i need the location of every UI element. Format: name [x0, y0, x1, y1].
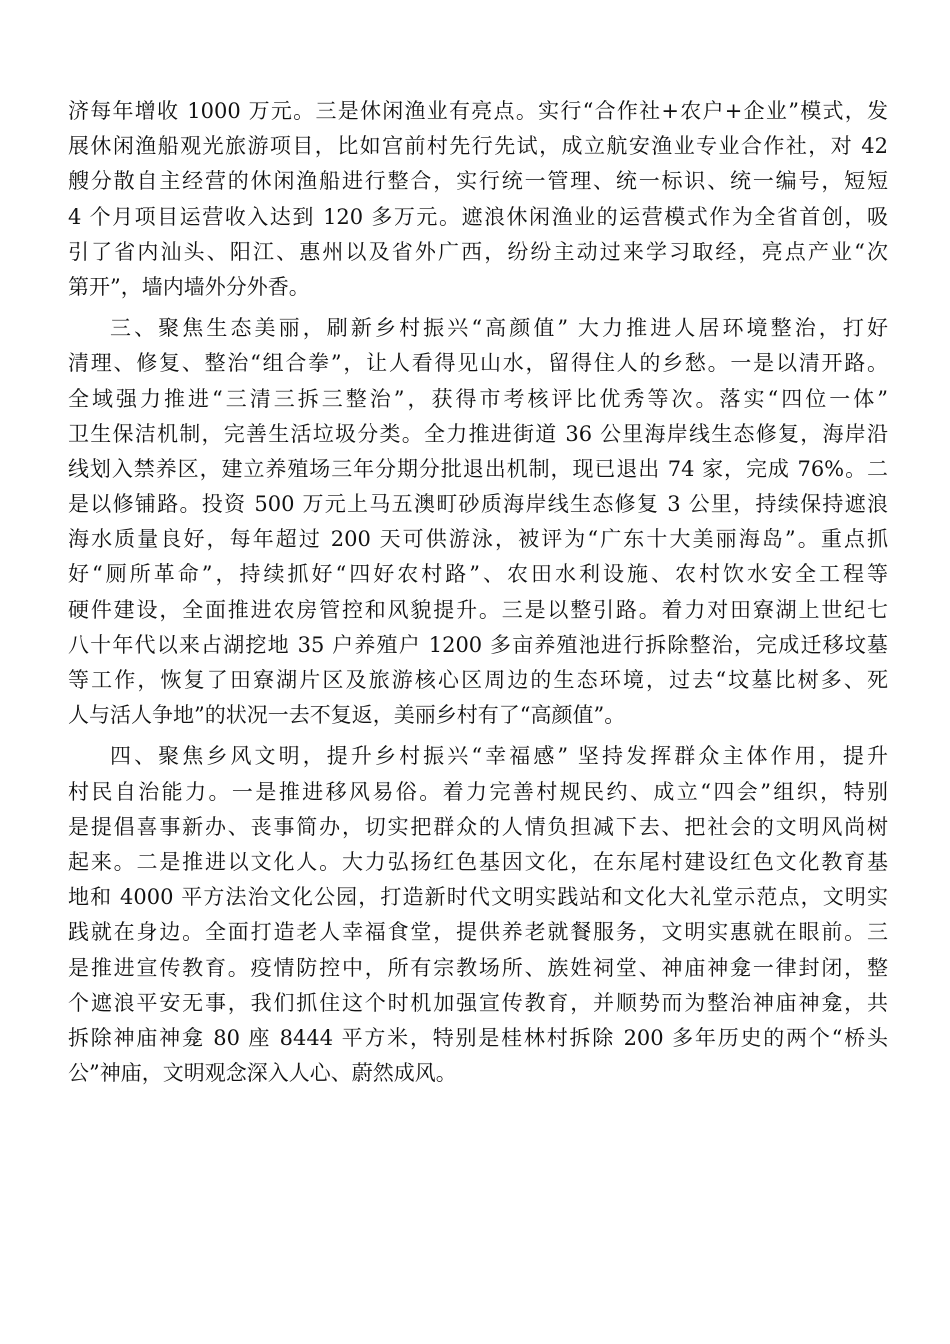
paragraph-fishery-continued — [68, 94, 888, 305]
text-line: 是提倡喜事新办、丧事简办，切实把群众的人情负担减下去、把社会的文明风尚树 — [68, 814, 888, 839]
text-line: 全域强力推进“三清三拆三整治”，获得市考核评比优秀等次。落实“四位一体” — [68, 386, 888, 411]
text-line: 4 个月项目运营收入达到 120 多万元。遮浪休闲渔业的运营模式作为全省首创，吸 — [68, 204, 888, 229]
text-line: 拆除神庙神龛 80 座 8444 平方米，特别是桂林村拆除 200 多年历史的两个“桥头 — [68, 1025, 888, 1050]
text-line: 地和 4000 平方法治文化公园，打造新时代文明实践站和文化大礼堂示范点，文明实 — [68, 885, 888, 910]
text-line: 艘分散自主经营的休闲渔船进行整合，实行统一管理、统一标识、统一编号，短短 — [68, 169, 888, 194]
text-line: 引了省内汕头、阳江、惠州以及省外广西，纷纷主动过来学习取经，亮点产业“次 — [68, 239, 888, 264]
text-line: 硬件建设，全面推进农房管控和风貌提升。三是以整引路。着力对田寮湖上世纪七 — [68, 597, 888, 622]
text-line: 济每年增收 1000 万元。三是休闲渔业有亮点。实行“合作社+农户+企业”模式，发 — [68, 99, 888, 123]
text-line: 个遮浪平安无事，我们抓住这个时机加强宣传教育，并顺势而为整治神庙神龛，共 — [68, 990, 888, 1015]
text-line: 起来。二是推进以文化人。大力弘扬红色基因文化，在东尾村建设红色文化教育基 — [68, 849, 888, 874]
text-line: 展休闲渔船观光旅游项目，比如宫前村先行先试，成立航安渔业专业合作社，对 42 — [68, 134, 888, 159]
section-heading-line: 四、聚焦乡风文明，提升乡村振兴“幸福感” 坚持发挥群众主体作用，提升 — [110, 744, 888, 769]
text-line: 清理、修复、整治“组合拳”，让人看得见山水，留得住人的乡愁。一是以清开路。 — [68, 351, 888, 376]
paragraph-ecology — [68, 311, 888, 733]
text-line: 是以修铺路。投资 500 万元上马五澳町砂质海岸线生态修复 3 公里，持续保持遮浪 — [68, 492, 888, 517]
text-line: 线划入禁养区，建立养殖场三年分期分批退出机制，现已退出 74 家，完成 76%。二 — [68, 456, 888, 481]
text-line: 第开”，墙内墙外分外香。 — [68, 274, 310, 299]
text-line: 海水质量良好，每年超过 200 天可供游泳，被评为“广东十大美丽海岛”。重点抓 — [68, 527, 888, 552]
text-line: 是推进宣传教育。疫情防控中，所有宗教场所、族姓祠堂、神庙神龛一律封闭，整 — [68, 955, 888, 980]
paragraph-civilization — [68, 739, 888, 1091]
text-line: 卫生保洁机制，完善生活垃圾分类。全力推进街道 36 公里海岸线生态修复，海岸沿 — [68, 421, 888, 446]
text-line: 人与活人争地”的状况一去不复返，美丽乡村有了“高颜值”。 — [68, 703, 626, 728]
document-body — [68, 94, 888, 1091]
text-line: 村民自治能力。一是推进移风易俗。着力完善村规民约、成立“四会”组织，特别 — [68, 779, 888, 804]
text-line: 等工作，恢复了田寮湖片区及旅游核心区周边的生态环境，过去“坟墓比树多、死 — [68, 668, 888, 692]
section-heading-line: 三、聚焦生态美丽，刷新乡村振兴“高颜值” 大力推进人居环境整治，打好 — [110, 316, 888, 341]
text-line: 好“厕所革命”，持续抓好“四好农村路”、农田水利设施、农村饮水安全工程等 — [68, 562, 888, 587]
text-line: 八十年代以来占湖挖地 35 户养殖户 1200 多亩养殖池进行拆除整治，完成迁移坟墓 — [68, 632, 888, 657]
text-line: 践就在身边。全面打造老人幸福食堂，提供养老就餐服务，文明实惠就在眼前。三 — [68, 920, 888, 945]
text-line: 公”神庙，文明观念深入人心、蔚然成风。 — [68, 1061, 457, 1086]
